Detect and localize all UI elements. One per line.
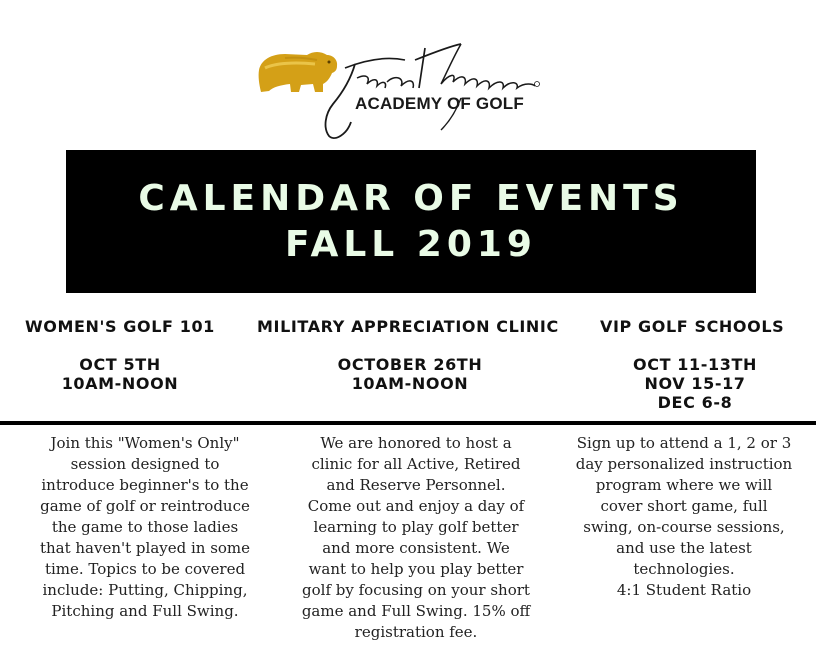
description-line: and use the latest: [616, 539, 752, 557]
description-line: cover short game, full: [600, 497, 768, 515]
description-line: introduce beginner's to the: [41, 476, 249, 494]
description-line: want to help you play better: [308, 560, 524, 578]
event-description-military-clinic: [288, 433, 544, 643]
event-date-line: OCTOBER 26TH: [337, 355, 483, 374]
description-line: that haven't played in some: [39, 539, 251, 557]
banner-title-line-2: FALL 2019: [285, 224, 537, 265]
description-line: and more consistent. We: [322, 539, 510, 557]
description-line: time. Topics to be covered: [44, 560, 246, 578]
description-line: include: Putting, Chipping,: [42, 581, 248, 599]
title-banner: [66, 150, 756, 293]
event-dates-vip-schools: [615, 355, 775, 412]
description-line: registration fee.: [354, 623, 478, 641]
description-line: game of golf or reintroduce: [40, 497, 250, 515]
description-line: Sign up to attend a 1, 2 or 3: [576, 434, 792, 452]
event-time-line: 10AM-NOON: [61, 374, 179, 393]
academy-logo: [255, 38, 555, 146]
event-description-vip-schools: [558, 433, 810, 601]
description-line: Pitching and Full Swing.: [51, 602, 239, 620]
event-title-military-clinic: MILITARY APPRECIATION CLINIC: [257, 317, 559, 336]
academy-subtitle: ACADEMY OF GOLF: [355, 94, 524, 113]
description-line: clinic for all Active, Retired: [311, 455, 521, 473]
description-line: session designed to: [70, 455, 220, 473]
description-line: swing, on-course sessions,: [583, 518, 785, 536]
description-line: golf by focusing on your short: [302, 581, 530, 599]
description-line: game and Full Swing. 15% off: [301, 602, 531, 620]
event-dates-military-clinic: [320, 355, 500, 393]
event-date-line: DEC 6-8: [657, 393, 733, 412]
description-line: program where we will: [595, 476, 773, 494]
description-line: learning to play golf better: [313, 518, 519, 536]
event-date-line: OCT 5TH: [79, 355, 161, 374]
description-line: We are honored to host a: [320, 434, 512, 452]
description-line: Come out and enjoy a day of: [307, 497, 525, 515]
description-line: Join this "Women's Only": [50, 434, 240, 452]
description-line: 4:1 Student Ratio: [616, 581, 752, 599]
event-title-vip-schools: VIP GOLF SCHOOLS: [600, 317, 785, 336]
section-divider: [0, 421, 816, 425]
event-date-line: OCT 11-13TH: [633, 355, 757, 374]
banner-title-line-1: CALENDAR OF EVENTS: [138, 178, 684, 219]
description-line: technologies.: [633, 560, 735, 578]
event-date-line: NOV 15-17: [644, 374, 746, 393]
event-dates-womens-golf: [40, 355, 200, 393]
description-line: the game to those ladies: [51, 518, 239, 536]
event-time-line: 10AM-NOON: [351, 374, 469, 393]
description-line: and Reserve Personnel.: [326, 476, 506, 494]
golden-bear-icon: [255, 38, 555, 146]
event-title-womens-golf: WOMEN'S GOLF 101: [25, 317, 215, 336]
description-line: day personalized instruction: [575, 455, 793, 473]
event-description-womens-golf: [20, 433, 270, 622]
